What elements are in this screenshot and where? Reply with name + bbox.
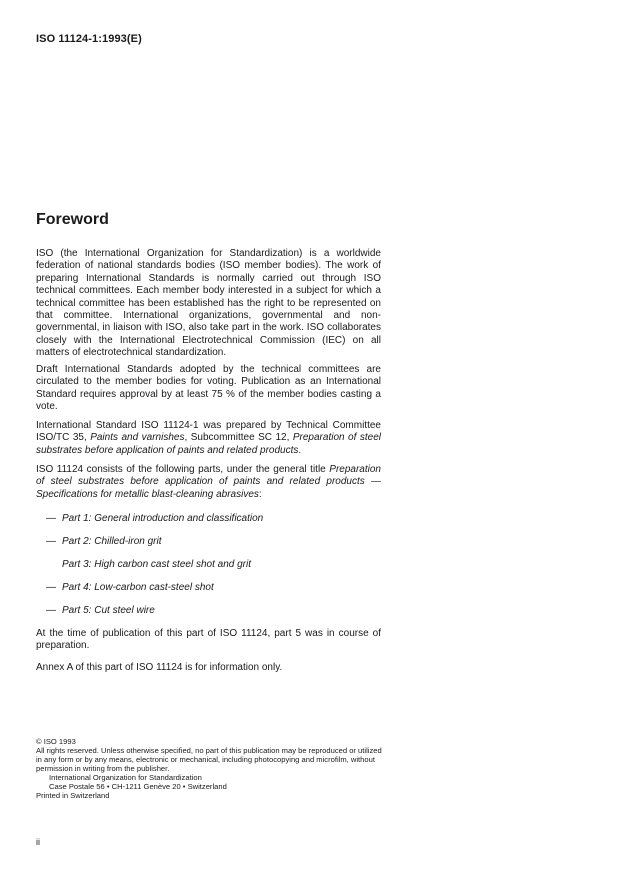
dash-marker: —: [46, 605, 56, 616]
prepared-by-text: International Standard ISO 11124-1 was prepared by Technical Committee ISO/TC 35,: [36, 420, 381, 444]
dash-marker: —: [46, 513, 56, 524]
copyright-block: [36, 737, 386, 800]
parts-intro-text: ISO 11124 consists of the following parts, under the general title: [36, 464, 330, 475]
parts-intro-end: :: [258, 488, 262, 500]
list-item: [46, 536, 161, 548]
part-title: Part 2: Chilled-iron grit: [62, 536, 162, 547]
dash-marker: —: [46, 582, 56, 593]
copyright-line: © ISO 1993: [36, 737, 76, 746]
general-title: Preparation of steel substrates before application of paints and related products — Specifications for metallic blast-cleaning abrasives: [36, 464, 381, 500]
paragraph-draft-standards: Draft International Standards adopted by the technical committees are circulated to the member bodies for voting. Publication as an International Standard requires approval by at least 75 % of the member bodies casting a vote.: [36, 364, 381, 413]
part-title: Part 5: Cut steel wire: [62, 605, 155, 616]
document-id: ISO 11124-1:1993(E): [36, 33, 142, 45]
organization-name: International Organization for Standardization: [49, 773, 202, 782]
page-number: ii: [36, 837, 40, 847]
part-title: Part 3: High carbon cast steel shot and grit: [62, 559, 251, 570]
part-title: Part 1: General introduction and classification: [62, 513, 264, 524]
prepared-by-sub: , Subcommittee SC 12,: [184, 432, 293, 444]
list-item: [46, 513, 263, 525]
paragraph-iso-intro: ISO (the International Organization for Standardization) is a worldwide federation of national standards bodies (ISO member bodies). The work of preparing International Standards is normally carried out through ISO technical committees. Each member body interested in a subject for which a technical committee has been established has the right to be represented on that committee. International organizations, governmental and non-governmental, in liaison with ISO, also take part in the work. ISO collaborates closely with the International Electrotechnical Commission (IEC) on all matters of electrotechnical standardization.: [36, 248, 381, 359]
subcommittee-title: Preparation of steel substrates before application of paints and related products: [36, 432, 381, 456]
part-title: Part 4: Low-carbon cast-steel shot: [62, 582, 214, 593]
list-item: [46, 605, 155, 617]
committee-title: Paints and varnishes: [90, 432, 185, 444]
paragraph-parts-intro: [36, 464, 381, 501]
rights-notice: All rights reserved. Unless otherwise specified, no part of this publication may be reproduced or utilized in any form or by any means, electronic or mechanical, including photocopying and microfilm, without permission in writing from the publisher.: [36, 746, 382, 773]
printed-in: Printed in Switzerland: [36, 791, 110, 800]
postal-address: Case Postale 56 • CH-1211 Genève 20 • Switzerland: [49, 782, 227, 791]
prepared-by-end: .: [298, 444, 302, 456]
page-title: Foreword: [36, 211, 109, 228]
list-item: [46, 582, 214, 594]
paragraph-publication-status: At the time of publication of this part of ISO 11124, part 5 was in course of preparation.: [36, 628, 381, 652]
dash-marker: —: [46, 536, 56, 547]
paragraph-prepared-by: [36, 420, 381, 457]
list-item: [46, 559, 251, 571]
paragraph-annex-note: Annex A of this part of ISO 11124 is for information only.: [36, 662, 283, 673]
